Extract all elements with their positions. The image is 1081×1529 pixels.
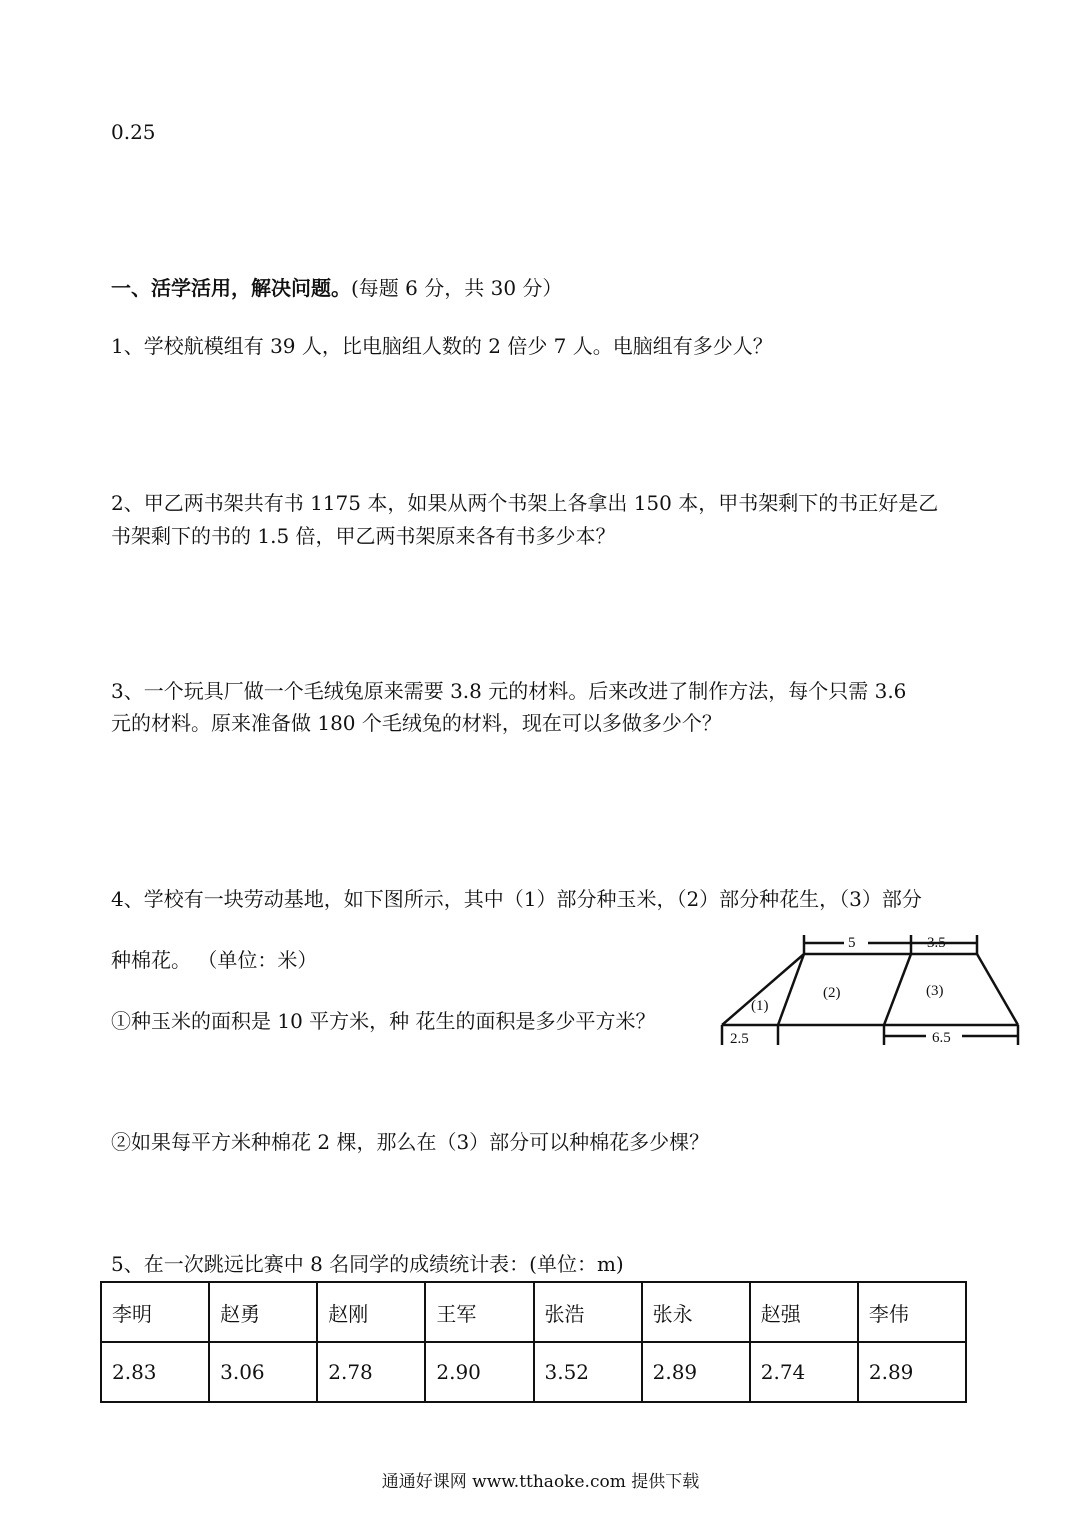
top-answer: 0.25 bbox=[111, 120, 156, 144]
score-cell: 3.06 bbox=[209, 1342, 317, 1402]
name-cell: 张浩 bbox=[534, 1282, 642, 1342]
figure-label-top-left: 5 bbox=[848, 935, 856, 951]
figure-label-bottom-right: 6.5 bbox=[932, 1030, 951, 1046]
table-row-names bbox=[101, 1282, 966, 1342]
figure-region-2: (2) bbox=[823, 985, 841, 1001]
question-3-line-1: 3、一个玩具厂做一个毛绒兔原来需要 3.8 元的材料。后来改进了制作方法，每个只需 3.6 bbox=[111, 679, 907, 703]
name-cell: 赵刚 bbox=[317, 1282, 425, 1342]
score-cell: 3.52 bbox=[534, 1342, 642, 1402]
land-plot-figure bbox=[718, 928, 1023, 1050]
table-row-scores bbox=[101, 1342, 966, 1402]
score-cell: 2.89 bbox=[642, 1342, 750, 1402]
question-1: 1、学校航模组有 39 人，比电脑组人数的 2 倍少 7 人。电脑组有多少人？ bbox=[111, 334, 773, 358]
question-2-line-1: 2、甲乙两书架共有书 1175 本，如果从两个书架上各拿出 150 本，甲书架剩下的书正好是乙 bbox=[111, 491, 939, 515]
question-3-line-2: 元的材料。原来准备做 180 个毛绒兔的材料，现在可以多做多少个？ bbox=[111, 711, 722, 735]
section-heading bbox=[111, 278, 562, 298]
question-5: 5、在一次跳远比赛中 8 名同学的成绩统计表：(单位：m) bbox=[111, 1252, 624, 1276]
name-cell: 赵勇 bbox=[209, 1282, 317, 1342]
score-cell: 2.83 bbox=[101, 1342, 209, 1402]
question-4-sub-2: ②如果每平方米种棉花 2 棵，那么在（3）部分可以种棉花多少棵？ bbox=[111, 1130, 710, 1154]
page-footer: 通通好课网 www.tthaoke.com 提供下载 bbox=[381, 1472, 700, 1492]
figure-region-3: (3) bbox=[926, 983, 944, 999]
score-cell: 2.89 bbox=[858, 1342, 966, 1402]
figure-label-top-right: 3.5 bbox=[927, 935, 946, 951]
question-2-line-2: 书架剩下的书的 1.5 倍，甲乙两书架原来各有书多少本？ bbox=[111, 524, 616, 548]
name-cell: 李明 bbox=[101, 1282, 209, 1342]
name-cell: 李伟 bbox=[858, 1282, 966, 1342]
name-cell: 张永 bbox=[642, 1282, 750, 1342]
question-4-line-1: 4、学校有一块劳动基地，如下图所示，其中（1）部分种玉米，（2）部分种花生，（3）部分 bbox=[111, 887, 922, 911]
name-cell: 赵强 bbox=[750, 1282, 858, 1342]
score-cell: 2.78 bbox=[317, 1342, 425, 1402]
question-4-sub-1: ①种玉米的面积是 10 平方米，种 花生的面积是多少平方米？ bbox=[111, 1009, 656, 1033]
name-cell: 王军 bbox=[425, 1282, 533, 1342]
score-table bbox=[100, 1281, 967, 1403]
section-note: (每题 6 分，共 30 分） bbox=[351, 276, 563, 300]
score-cell: 2.90 bbox=[425, 1342, 533, 1402]
question-4-line-2: 种棉花。 （单位：米） bbox=[111, 948, 318, 972]
score-cell: 2.74 bbox=[750, 1342, 858, 1402]
section-title: 一、活学活用，解决问题。 bbox=[111, 276, 351, 300]
figure-label-bottom-left: 2.5 bbox=[730, 1031, 749, 1047]
figure-region-1: (1) bbox=[751, 998, 769, 1014]
